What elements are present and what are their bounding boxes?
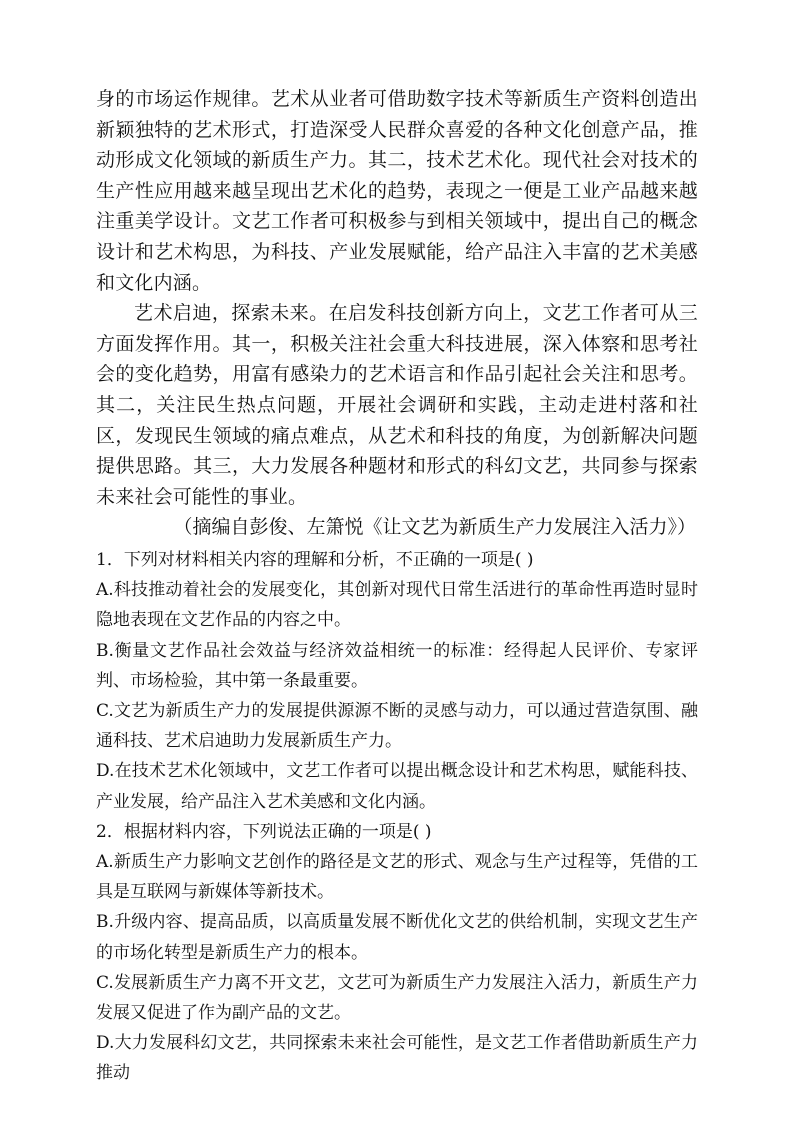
article-source: （摘编自彭俊、左箫悦《让文艺为新质生产力发展注入活力》） [173, 516, 696, 539]
article-paragraph-2: 艺术启迪，探索未来。在启发科技创新方向上，文艺工作者可从三方面发挥作用。其一，积极关注社会重大科技进展，深入体察和思考社会的变化趋势，用富有感染力的艺术语言和作品引起社会关注和思考。其二，关注民生热点问题，开展社会调研和实践，主动走进村落和社区，发现民生领域的痛点难点，从艺术和科技的角度，为创新解决问题提供思路。其三，大力发展各种题材和形式的科幻文艺，共同参与探索未来社会可能性的事业。 [96, 302, 698, 508]
question-2-option-b: B.升级内容、提高品质，以高质量发展不断优化文艺的供给机制，实现文艺生产的市场化转型是新质生产力的根本。 [96, 912, 698, 963]
question-2-stem: 2．根据材料内容，下列说法正确的一项是( ) [96, 821, 432, 842]
article-paragraph-1: 身的市场运作规律。艺术从业者可借助数字技术等新质生产资料创造出新颖独特的艺术形式，打造深受人民群众喜爱的各种文化创意产品，推动形成文化领域的新质生产力。其二，技术艺术化。现代社会对技术的生产性应用越来越呈现出艺术化的趋势，表现之一便是工业产品越来越注重美学设计。文艺工作者可积极参与到相关领域中，提出自己的概念设计和艺术构思，为科技、产业发展赋能，给产品注入丰富的艺术美感和文化内涵。 [96, 88, 698, 294]
question-1-option-b: B.衡量文艺作品社会效益与经济效益相统一的标准：经得起人民评价、专家评判、市场检验，其中第一条最重要。 [96, 640, 698, 691]
question-2-option-c: C.发展新质生产力离不开文艺，文艺可为新质生产力发展注入活力，新质生产力发展又促进了作为副产品的文艺。 [96, 972, 698, 1023]
question-1-option-c: C.文艺为新质生产力的发展提供源源不断的灵感与动力，可以通过营造氛围、融通科技、艺术启迪助力发展新质生产力。 [96, 700, 698, 752]
question-2-option-d: D.大力发展科幻文艺，共同探索未来社会可能性，是文艺工作者借助新质生产力推动 [96, 1033, 698, 1084]
question-1-stem: 1．下列对材料相关内容的理解和分析，不正确的一项是( ) [96, 549, 534, 570]
question-2-option-a: A.新质生产力影响文艺创作的路径是文艺的形式、观念与生产过程等，凭借的工具是互联网与新媒体等新技术。 [96, 851, 698, 903]
question-1-option-a: A.科技推动着社会的发展变化，其创新对现代日常生活进行的革命性再造时显时隐地表现在文艺作品的内容之中。 [96, 580, 698, 631]
document-page [96, 84, 698, 1089]
question-list [96, 545, 698, 1089]
question-1-option-d: D.在技术艺术化领域中，文艺工作者可以提出概念设计和艺术构思，赋能科技、产业发展，给产品注入艺术美感和文化内涵。 [96, 761, 698, 812]
